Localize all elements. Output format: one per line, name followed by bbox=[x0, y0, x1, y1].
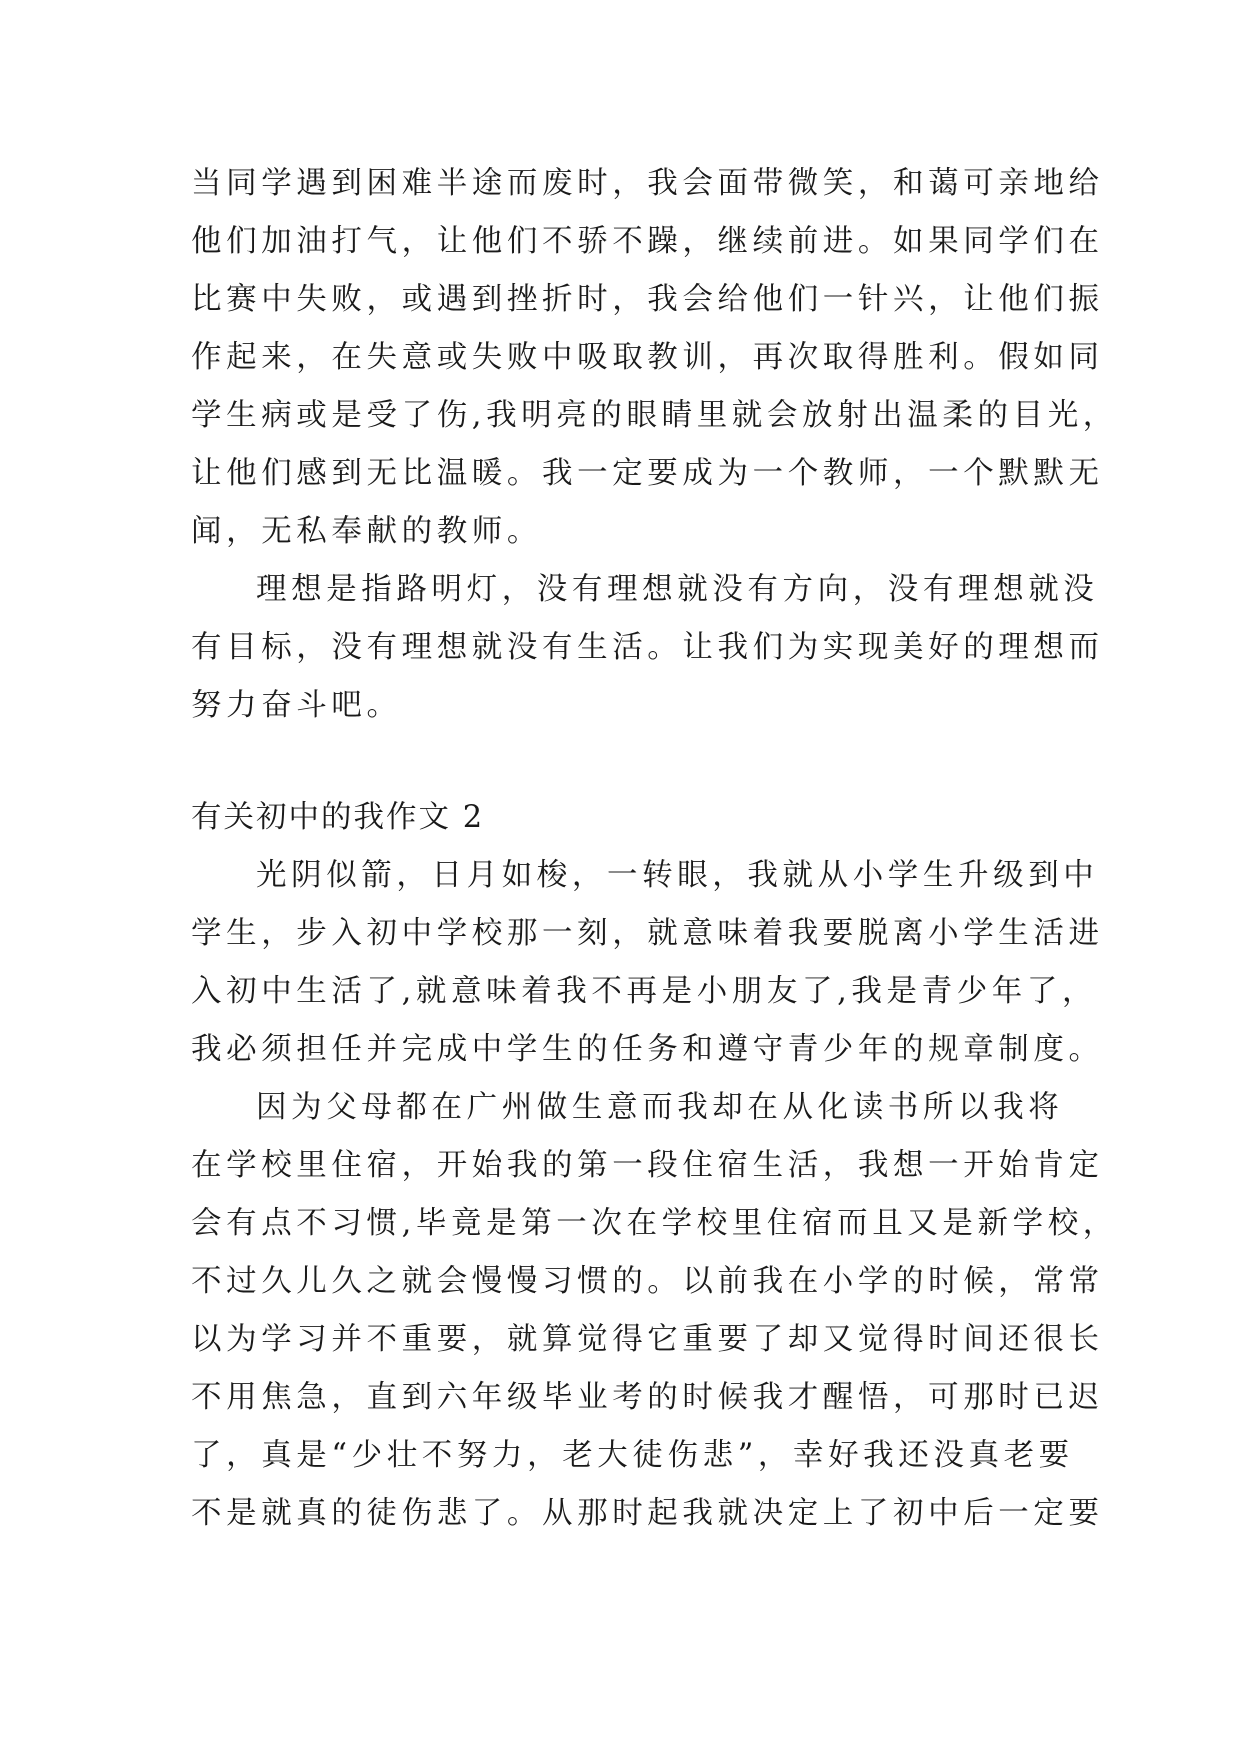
text-line: 不用焦急，直到六年级毕业考的时候我才醒悟，可那时已迟 bbox=[191, 1380, 1104, 1415]
text-line: 理想是指路明灯，没有理想就没有方向，没有理想就没 bbox=[256, 572, 1099, 607]
text-line: 他们加油打气，让他们不骄不躁，继续前进。如果同学们在 bbox=[191, 224, 1104, 259]
text-line: 不过久儿久之就会慢慢习惯的。以前我在小学的时候，常常 bbox=[191, 1264, 1104, 1299]
text-line: 学生病或是受了伤,我明亮的眼睛里就会放射出温柔的目光， bbox=[191, 398, 1118, 433]
text-line: 比赛中失败，或遇到挫折时，我会给他们一针兴，让他们振 bbox=[191, 282, 1104, 317]
section-heading: 有关初中的我作文 2 bbox=[191, 800, 485, 835]
text-line: 光阴似箭，日月如梭，一转眼，我就从小学生升级到中 bbox=[256, 858, 1099, 893]
text-line: 我必须担任并完成中学生的任务和遵守青少年的规章制度。 bbox=[191, 1032, 1104, 1067]
text-line: 会有点不习惯,毕竟是第一次在学校里住宿而且又是新学校， bbox=[191, 1206, 1118, 1241]
text-line: 让他们感到无比温暖。我一定要成为一个教师，一个默默无 bbox=[191, 456, 1104, 491]
text-line: 因为父母都在广州做生意而我却在从化读书所以我将 bbox=[256, 1090, 1064, 1125]
text-line: 入初中生活了,就意味着我不再是小朋友了,我是青少年了， bbox=[191, 974, 1098, 1009]
text-line: 以为学习并不重要，就算觉得它重要了却又觉得时间还很长 bbox=[191, 1322, 1104, 1357]
text-line: 学生，步入初中学校那一刻，就意味着我要脱离小学生活进 bbox=[191, 916, 1104, 951]
text-line: 不是就真的徒伤悲了。从那时起我就决定上了初中后一定要 bbox=[191, 1496, 1104, 1531]
text-line: 闻，无私奉献的教师。 bbox=[191, 514, 542, 549]
text-line: 努力奋斗吧。 bbox=[191, 688, 402, 723]
text-line: 当同学遇到困难半途而废时，我会面带微笑，和蔼可亲地给 bbox=[191, 166, 1104, 201]
text-line: 作起来，在失意或失败中吸取教训，再次取得胜利。假如同 bbox=[191, 340, 1104, 375]
text-line: 了，真是“少壮不努力，老大徒伤悲”，幸好我还没真老要 bbox=[191, 1438, 1074, 1473]
text-line: 有目标，没有理想就没有生活。让我们为实现美好的理想而 bbox=[191, 630, 1104, 665]
text-line: 在学校里住宿，开始我的第一段住宿生活，我想一开始肯定 bbox=[191, 1148, 1104, 1183]
